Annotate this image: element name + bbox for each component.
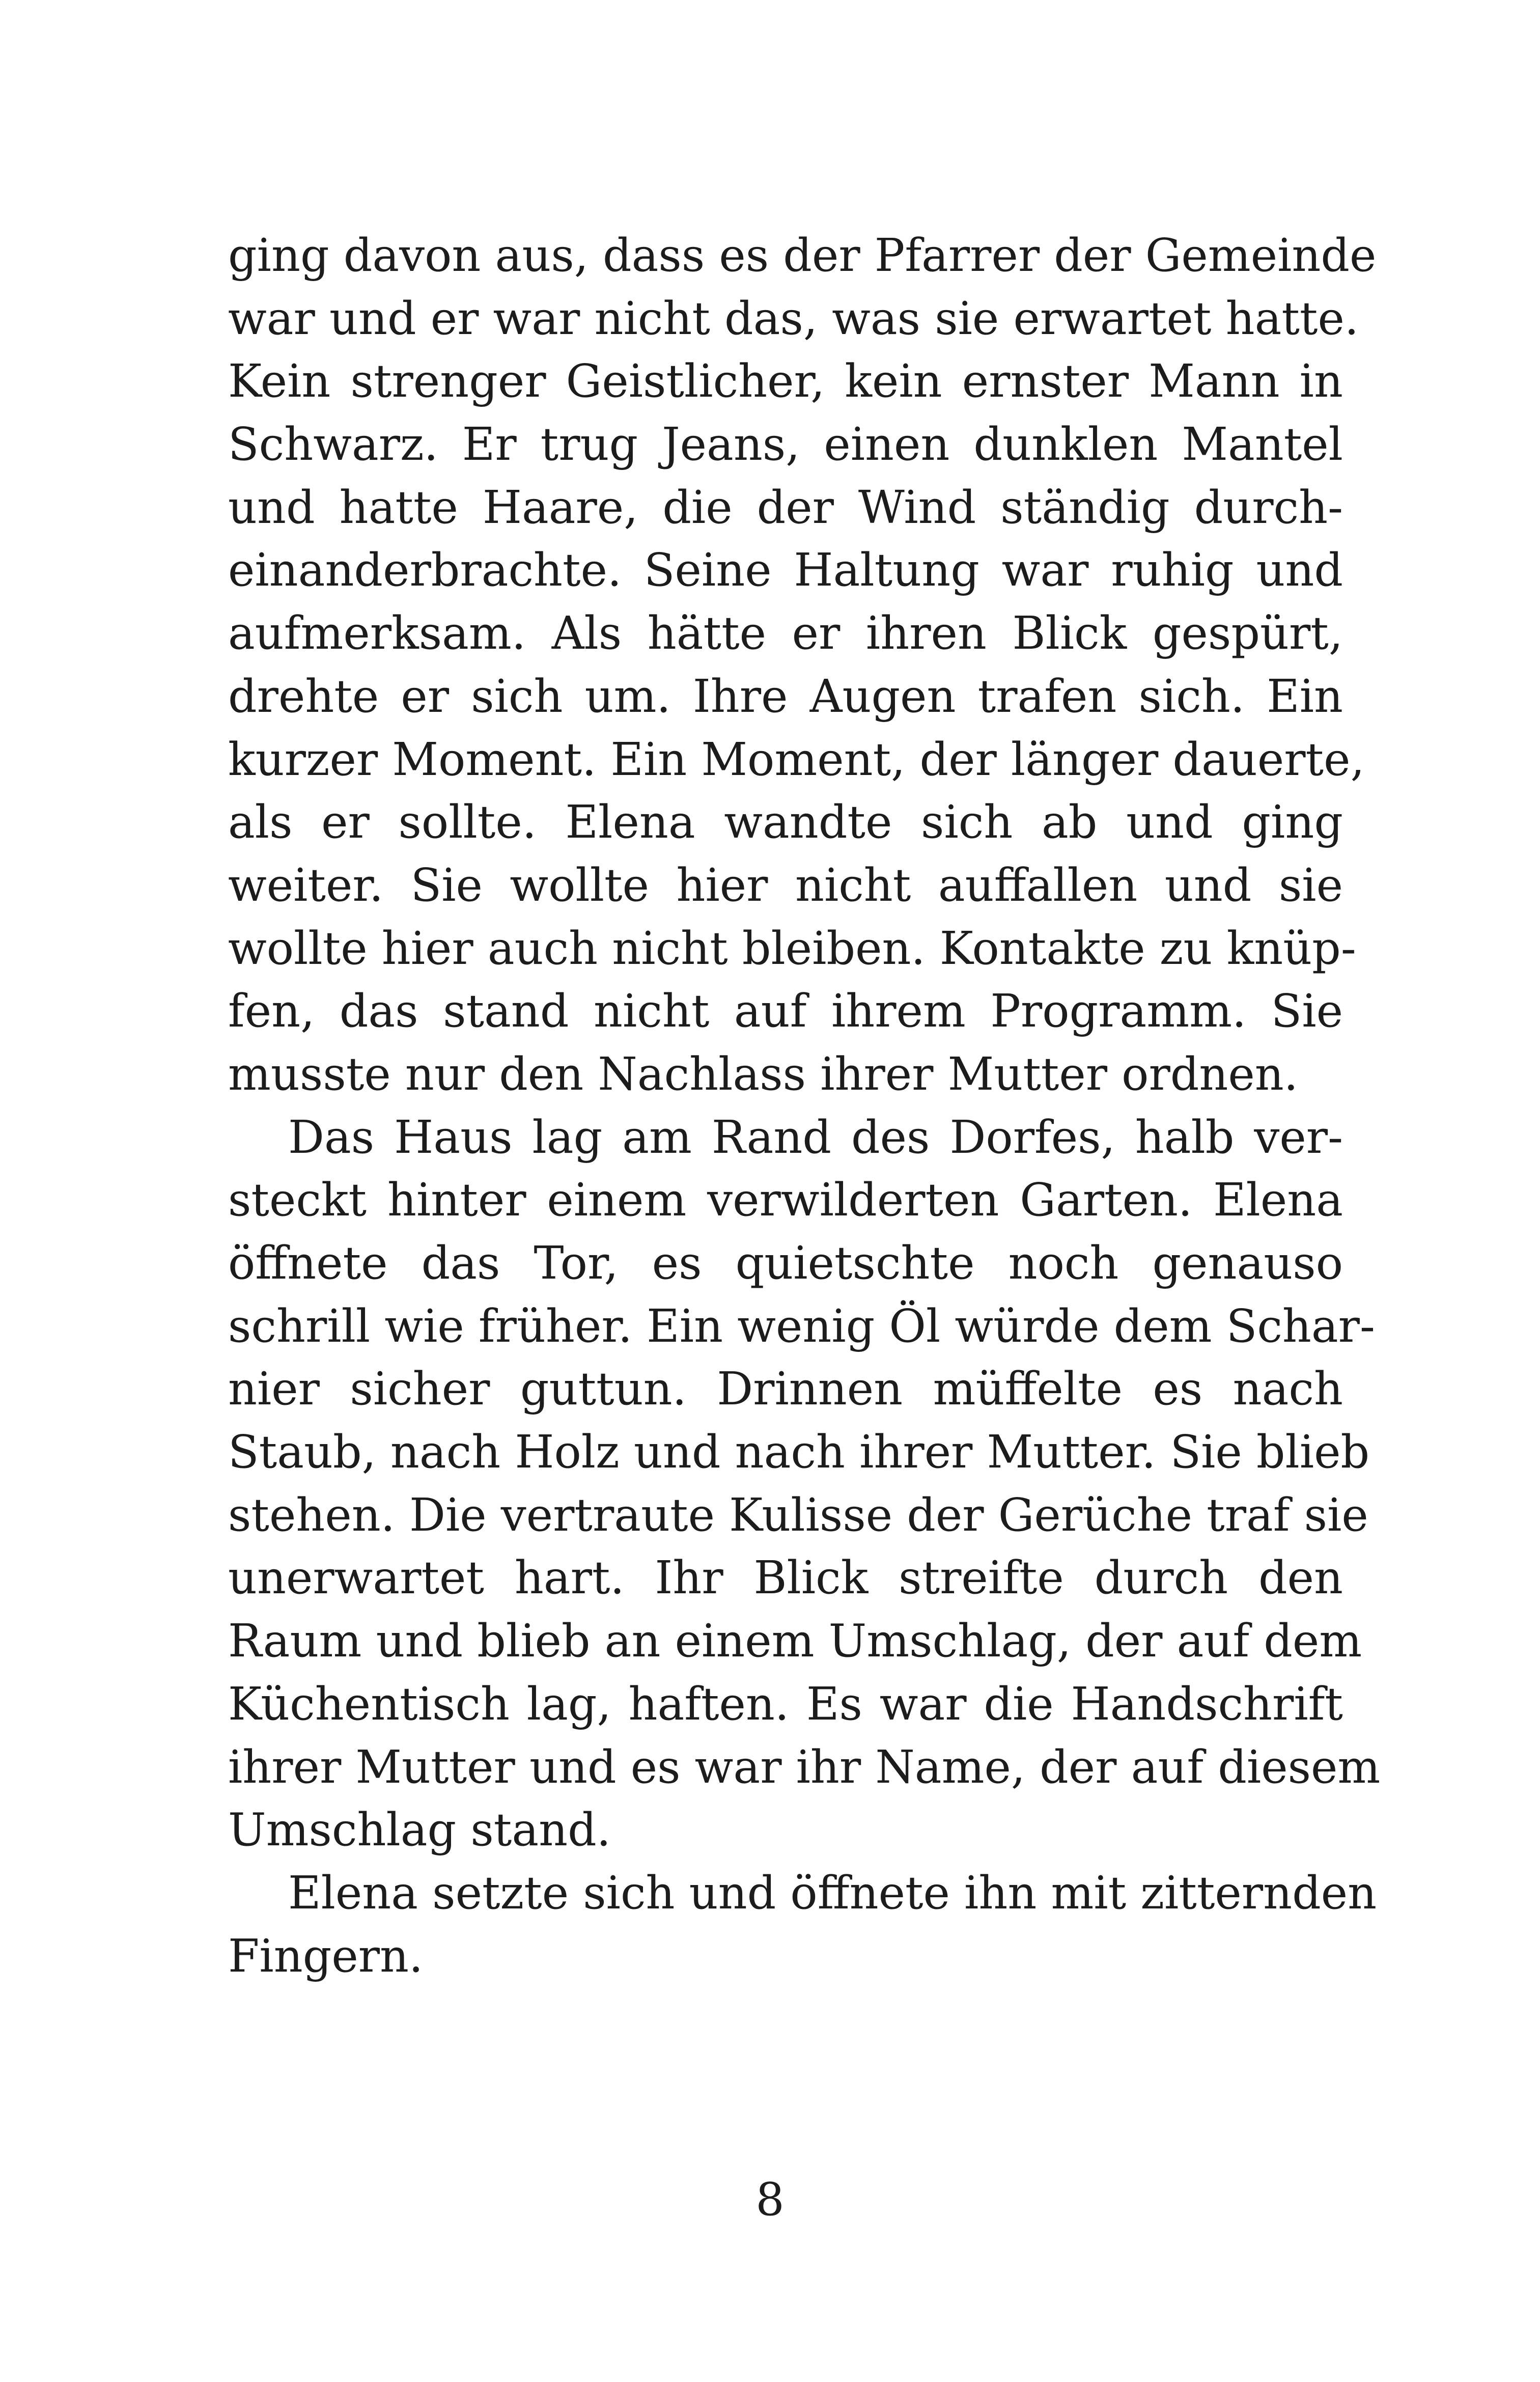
text-line: als er sollte. Elena wandte sich ab und ging (228, 796, 1343, 849)
text-line-last: Fingern. (228, 1929, 424, 1982)
text-line: nier sicher guttun. Drinnen müffelte es nach (228, 1363, 1343, 1416)
text-line: öffnete das Tor, es quietschte noch genauso (228, 1237, 1343, 1289)
text-line: Raum und blieb an einem Umschlag, der auf dem (228, 1615, 1362, 1668)
text-line: war und er war nicht das, was sie erwartet hatte. (228, 292, 1359, 345)
text-line: und hatte Haare, die der Wind ständig durch- (228, 481, 1343, 534)
text-line: drehte er sich um. Ihre Augen trafen sich. Ein (228, 670, 1343, 723)
text-line: ging davon aus, dass es der Pfarrer der Gemeinde (228, 229, 1377, 282)
text-line-last: musste nur den Nachlass ihrer Mutter ordnen. (228, 1047, 1298, 1100)
page-number: 8 (755, 2173, 785, 2226)
text-line: schrill wie früher. Ein wenig Öl würde dem Schar- (228, 1299, 1375, 1352)
paragraph-1 (228, 224, 1377, 1106)
text-line-indented: Das Haus lag am Rand des Dorfes, halb ver- (288, 1111, 1343, 1164)
text-line: kurzer Moment. Ein Moment, der länger dauerte, (228, 733, 1365, 786)
text-line: wollte hier auch nicht bleiben. Kontakte zu knüp- (228, 922, 1356, 975)
text-line: unerwartet hart. Ihr Blick streifte durch den (228, 1552, 1343, 1604)
text-line: Kein strenger Geistlicher, kein ernster Mann in (228, 355, 1343, 408)
text-line: weiter. Sie wollte hier nicht auffallen und sie (228, 858, 1343, 911)
text-line: stehen. Die vertraute Kulisse der Gerüche traf sie (228, 1488, 1368, 1541)
paragraph-3 (228, 1862, 1377, 1987)
text-line-indented: Elena setzte sich und öffnete ihn mit zitternden (288, 1866, 1377, 1919)
text-line: Staub, nach Holz und nach ihrer Mutter. Sie blieb (228, 1426, 1370, 1479)
text-line: Schwarz. Er trug Jeans, einen dunklen Mantel (228, 418, 1343, 471)
text-line-last: Umschlag stand. (228, 1804, 611, 1857)
text-line: fen, das stand nicht auf ihrem Programm. Sie (228, 985, 1343, 1038)
text-line: einanderbrachte. Seine Haltung war ruhig und (228, 544, 1343, 597)
paragraph-2 (228, 1106, 1381, 1862)
text-line: steckt hinter einem verwilderten Garten. Elena (228, 1174, 1343, 1227)
text-line: Küchentisch lag, haften. Es war die Handschrift (228, 1677, 1343, 1730)
text-line: aufmerksam. Als hätte er ihren Blick gespürt, (228, 607, 1343, 660)
text-line: ihrer Mutter und es war ihr Name, der auf diesem (228, 1740, 1381, 1793)
body-text (228, 224, 1381, 1987)
